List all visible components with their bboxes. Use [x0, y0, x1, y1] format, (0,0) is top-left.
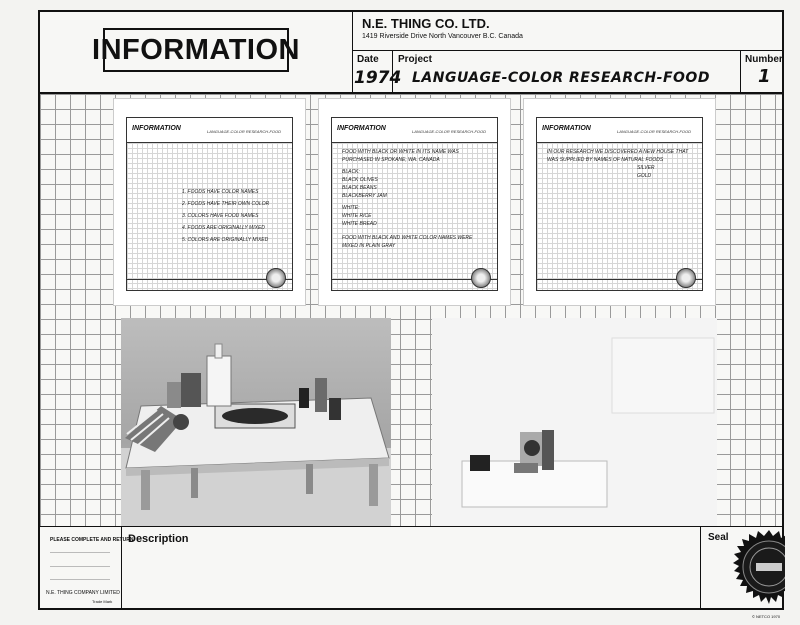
- mini-line: IN OUR RESEARCH WE DISCOVERED A NEW HOUSE THAT WAS SUPPLIED BY NAMES OF NATURAL FOODS: [547, 149, 689, 163]
- mini-form: [536, 117, 703, 291]
- mini-line: GOLD: [637, 173, 652, 179]
- mini-line: BLACK OLIVES: [342, 177, 378, 183]
- mini-line: FOOD WITH BLACK OR WHITE IN ITS NAME WAS PURCHASED IN SPOKANE, WA. CANADA: [342, 149, 459, 163]
- form-title: INFORMATION: [103, 28, 289, 72]
- mini-project: LANGUAGE-COLOR RESEARCH-FOOD: [412, 129, 487, 134]
- mini-line: SILVER: [637, 165, 655, 171]
- mini-text: [547, 148, 694, 180]
- please-complete-text: PLEASE COMPLETE AND RETURN: [50, 537, 134, 543]
- mini-line: 5. COLORS ARE ORIGINALLY MIXED: [182, 237, 269, 243]
- mini-line: 1. FOODS HAVE COLOR NAMES: [182, 189, 259, 195]
- company-limited-text: N.E. THING COMPANY LIMITED: [46, 590, 120, 596]
- mini-header: [537, 118, 702, 143]
- mini-line: 4. FOODS ARE ORIGINALLY MIXED: [182, 225, 265, 231]
- mini-seal-icon: [676, 268, 696, 288]
- mini-project: LANGUAGE-COLOR RESEARCH-FOOD: [207, 129, 282, 134]
- mini-form: [126, 117, 293, 291]
- company-name: N.E. THING CO. LTD.: [362, 16, 490, 31]
- copyright-text: © NETCO 1970: [752, 614, 781, 619]
- mini-seal-icon: [266, 268, 286, 288]
- description-label: Description: [128, 533, 189, 545]
- mini-text: [182, 186, 284, 246]
- mini-header: [332, 118, 497, 143]
- mini-line: BLACKBERRY JAM: [342, 193, 387, 199]
- photo-small-table-drawing: [432, 318, 717, 526]
- mini-line: FOOD WITH BLACK AND WHITE COLOR NAMES WERE MIXED IN PLAIN GRAY: [342, 235, 473, 249]
- mini-line: 2. FOODS HAVE THEIR OWN COLOR: [182, 201, 270, 207]
- mini-line: BLACK:: [342, 169, 360, 175]
- mini-project: LANGUAGE-COLOR RESEARCH-FOOD: [617, 129, 692, 134]
- company-address: 1419 Riverside Drive North Vancouver B.C. Canada: [362, 33, 523, 40]
- seal-label: Seal: [708, 532, 729, 543]
- number-divider: [740, 50, 741, 94]
- mini-title: INFORMATION: [542, 125, 591, 132]
- mini-title: INFORMATION: [132, 125, 181, 132]
- project-value: LANGUAGE-COLOR RESEARCH-FOOD: [412, 70, 710, 86]
- info-card-2: [318, 98, 511, 306]
- mini-line: WHITE RICE: [342, 213, 372, 219]
- header-row-line: [352, 50, 784, 51]
- date-label: Date: [357, 54, 379, 65]
- photo-food-table-drawing: [121, 318, 391, 526]
- mini-line: 3. COLORS HAVE FOOD NAMES: [182, 213, 259, 219]
- project-label: Project: [398, 54, 432, 65]
- mini-seal-icon: [471, 268, 491, 288]
- mini-form: [331, 117, 498, 291]
- mini-line: WHITE:: [342, 205, 360, 211]
- number-label: Number: [745, 54, 783, 65]
- trade-mark-text: Trade Mark: [92, 599, 113, 604]
- seal-drawing: [733, 530, 785, 608]
- mini-line: WHITE BREAD: [342, 221, 377, 227]
- mini-header: [127, 118, 292, 143]
- date-value: 1974: [354, 68, 402, 88]
- mini-text: [342, 148, 489, 250]
- mini-line: BLACK BEANS: [342, 185, 377, 191]
- number-value: 1: [758, 66, 771, 87]
- footer-divider-right: [700, 526, 701, 610]
- official-seal-icon: [733, 530, 785, 608]
- info-card-1: [113, 98, 306, 306]
- photo-food-table: [121, 318, 391, 526]
- mini-title: INFORMATION: [337, 125, 386, 132]
- footer-top-line: [38, 526, 784, 527]
- photo-small-table: [432, 318, 717, 526]
- info-card-3: [523, 98, 716, 306]
- header-divider: [352, 10, 353, 94]
- return-address-line: [50, 566, 110, 567]
